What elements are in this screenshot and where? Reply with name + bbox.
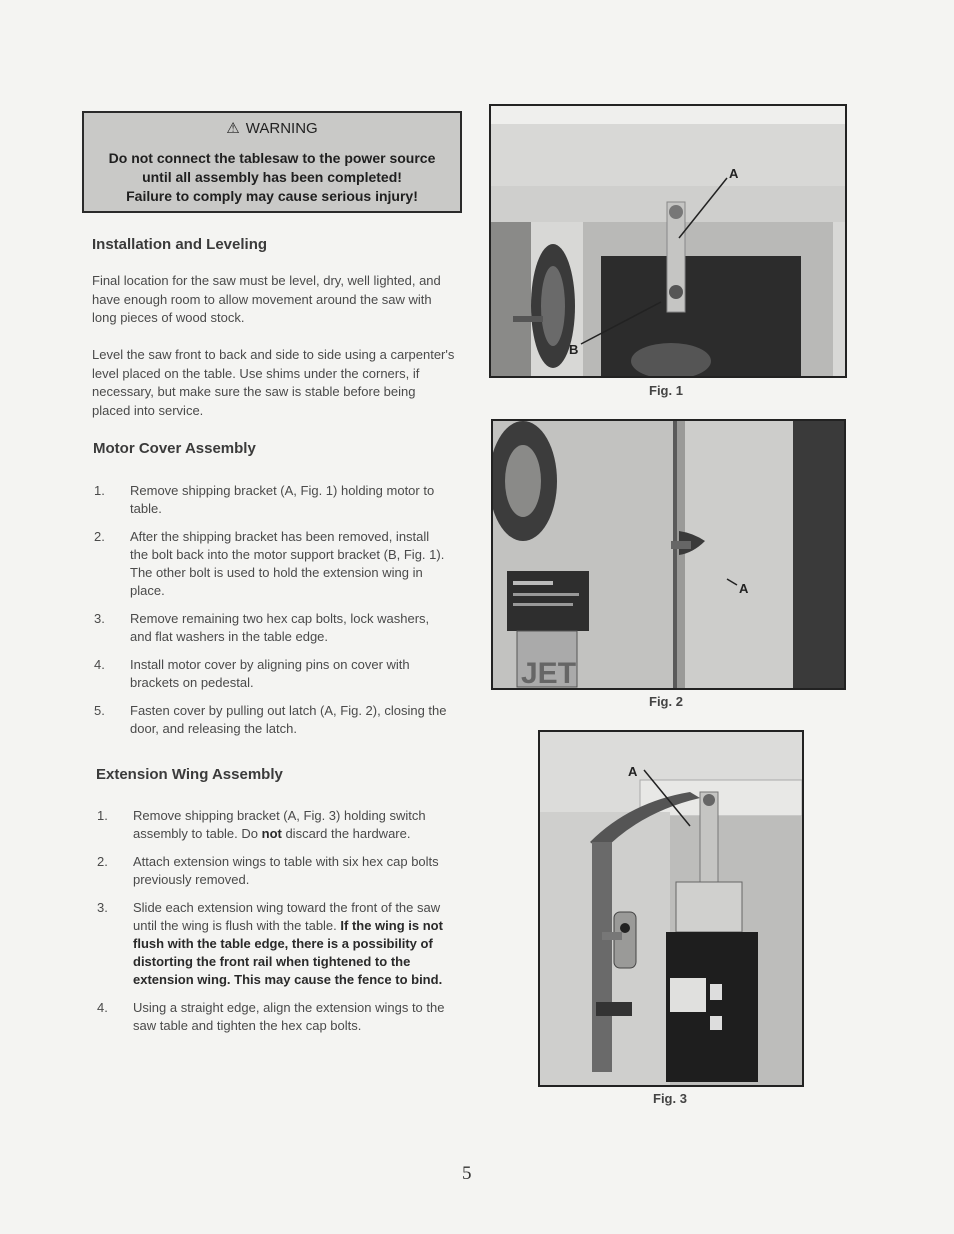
figure-3-label-a: A (628, 764, 638, 779)
page-number: 5 (462, 1163, 472, 1184)
figure-2-jet-logo: JET (521, 657, 577, 688)
figure-1-caption: Fig. 1 (649, 383, 683, 398)
figure-1-label-b: B (569, 342, 579, 357)
list-item: 5. Fasten cover by pulling out latch (A, Fig. 2), closing the door, and releasing the latch. (94, 703, 447, 736)
list-item: 3. Remove remaining two hex cap bolts, lock washers, and flat washers in the table edge. (94, 611, 430, 644)
installation-paragraph-2: Level the saw front to back and side to side using a carpenter's level placed on the table. Use shims under the corners, if necessary, but make sure the saw is stable before being placed into service. (92, 347, 455, 418)
list-item: 2. Attach extension wings to table with six hex cap bolts previously removed. (97, 854, 439, 887)
warning-box (82, 111, 462, 213)
motor-cover-heading: Motor Cover Assembly (93, 440, 256, 457)
installation-heading: Installation and Leveling (92, 236, 268, 253)
installation-paragraph-1: Final location for the saw must be level, dry, well lighted, and have enough room to allow movement around the saw with long pieces of wood stock. (92, 273, 441, 325)
figure-1-label-a: A (729, 166, 739, 181)
list-item: 3. Slide each extension wing toward the front of the saw until the wing is flush with the table. If the wing is not flush with the table edge, there is a possibility of distorting the front rail when tightened to the extension wing. This may cause the fence to bind. (97, 900, 443, 987)
figure-2-label-a: A (739, 581, 749, 596)
list-item: 2. After the shipping bracket has been removed, install the bolt back into the motor support bracket (B, Fig. 1). The other bolt is used to hold the extension wing in place. (94, 529, 445, 598)
warning-line-3: Failure to comply may cause serious injury! (126, 188, 418, 204)
motor-cover-steps (94, 482, 449, 748)
figure-3-photo (538, 730, 804, 1087)
extension-wing-heading: Extension Wing Assembly (96, 766, 283, 783)
warning-line-2: until all assembly has been completed! (142, 169, 402, 185)
list-item: 1. Remove shipping bracket (A, Fig. 1) holding motor to table. (94, 483, 435, 516)
figure-2-photo (491, 419, 846, 690)
extension-wing-steps (97, 807, 467, 1045)
figure-1-photo (489, 104, 847, 378)
warning-line-1: Do not connect the tablesaw to the power source (108, 150, 436, 166)
list-item: 4. Using a straight edge, align the extension wings to the saw table and tighten the hex cap bolts. (97, 1000, 445, 1033)
figure-3-caption: Fig. 3 (653, 1091, 687, 1106)
warning-title: ⚠ WARNING (226, 120, 318, 137)
warning-triangle-icon: ⚠ (226, 120, 240, 137)
list-item: 4. Install motor cover by aligning pins on cover with brackets on pedestal. (94, 657, 410, 690)
figure-2-caption: Fig. 2 (649, 694, 683, 709)
list-item: 1. Remove shipping bracket (A, Fig. 3) holding switch assembly to table. Do not discard the hardware. (97, 808, 426, 841)
